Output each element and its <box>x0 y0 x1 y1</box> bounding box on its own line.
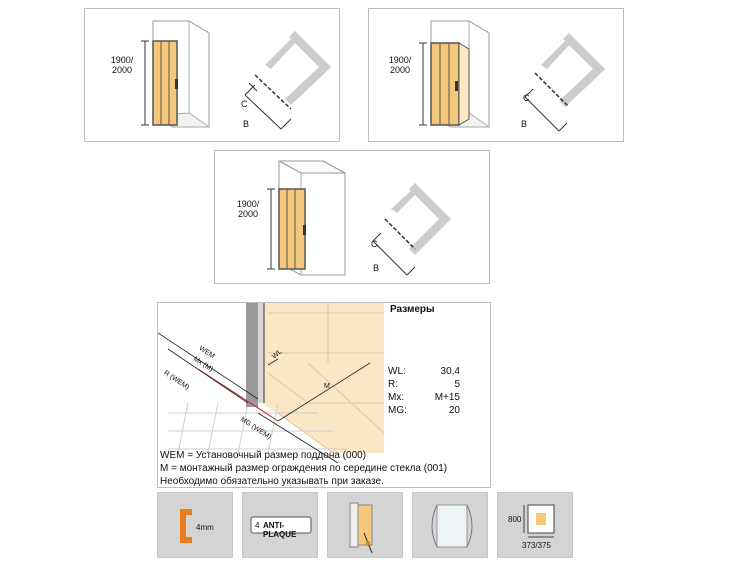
label-wem: WEM <box>197 344 216 361</box>
note-wem: WEM = Установочный размер поддона (000) <box>160 450 367 461</box>
size-value: M+15 <box>434 392 460 403</box>
sliding-door-icon <box>412 492 488 558</box>
plan-letter-c: C <box>523 93 530 103</box>
sizes-title: Размеры <box>390 304 435 315</box>
size-row <box>388 366 460 378</box>
note-m: M = монтажный размер ограждения по середине стекла (001) <box>160 463 448 474</box>
plan-letter-c: C <box>241 99 248 109</box>
note-order: Необходимо обязательно указывать при заказе. <box>160 476 384 487</box>
diagram-panel-1 <box>84 8 340 142</box>
label-mx: Mx (M) <box>191 355 214 374</box>
size-value: 30,4 <box>440 366 460 377</box>
size-row <box>388 392 460 404</box>
diagram-panel-2 <box>368 8 624 142</box>
plan-letter-b: B <box>373 263 380 273</box>
size-row <box>388 379 460 391</box>
dim-800-label: 800 <box>508 515 522 524</box>
size-row <box>388 405 460 417</box>
size-value: 5 <box>454 379 460 390</box>
height-label: 1900/ 2000 <box>236 199 260 219</box>
glass-thickness-icon <box>157 492 233 558</box>
profile-detail-icon <box>327 492 403 558</box>
coating-brand: ANTI-PLAQUE <box>263 521 297 539</box>
coating-prefix: 4 <box>255 521 260 530</box>
plan-letter-b: B <box>521 119 528 129</box>
dimension-icon <box>497 492 573 558</box>
size-value: 20 <box>448 405 460 416</box>
anti-plaque-icon <box>242 492 318 558</box>
plan-letter-b: B <box>243 119 250 129</box>
label-m: M <box>324 383 330 390</box>
size-key: WL: <box>388 366 406 377</box>
size-key: MG: <box>388 405 407 416</box>
size-key: Mx: <box>388 392 405 403</box>
height-label: 1900/ 2000 <box>110 55 134 75</box>
glass-thickness-label: 4mm <box>196 523 214 532</box>
diagram-panel-3 <box>214 150 490 284</box>
size-key: R: <box>388 379 398 390</box>
shower-elevation-2 <box>369 9 625 143</box>
shower-elevation-1 <box>85 9 341 143</box>
dim-373-label: 373/375 <box>522 541 551 550</box>
label-r: R (WEM) <box>162 369 191 392</box>
plan-letter-c: C <box>371 239 378 249</box>
height-label: 1900/ 2000 <box>388 55 412 75</box>
label-wl: WL <box>270 348 284 361</box>
label-mg: MG (WEM) <box>238 416 273 441</box>
